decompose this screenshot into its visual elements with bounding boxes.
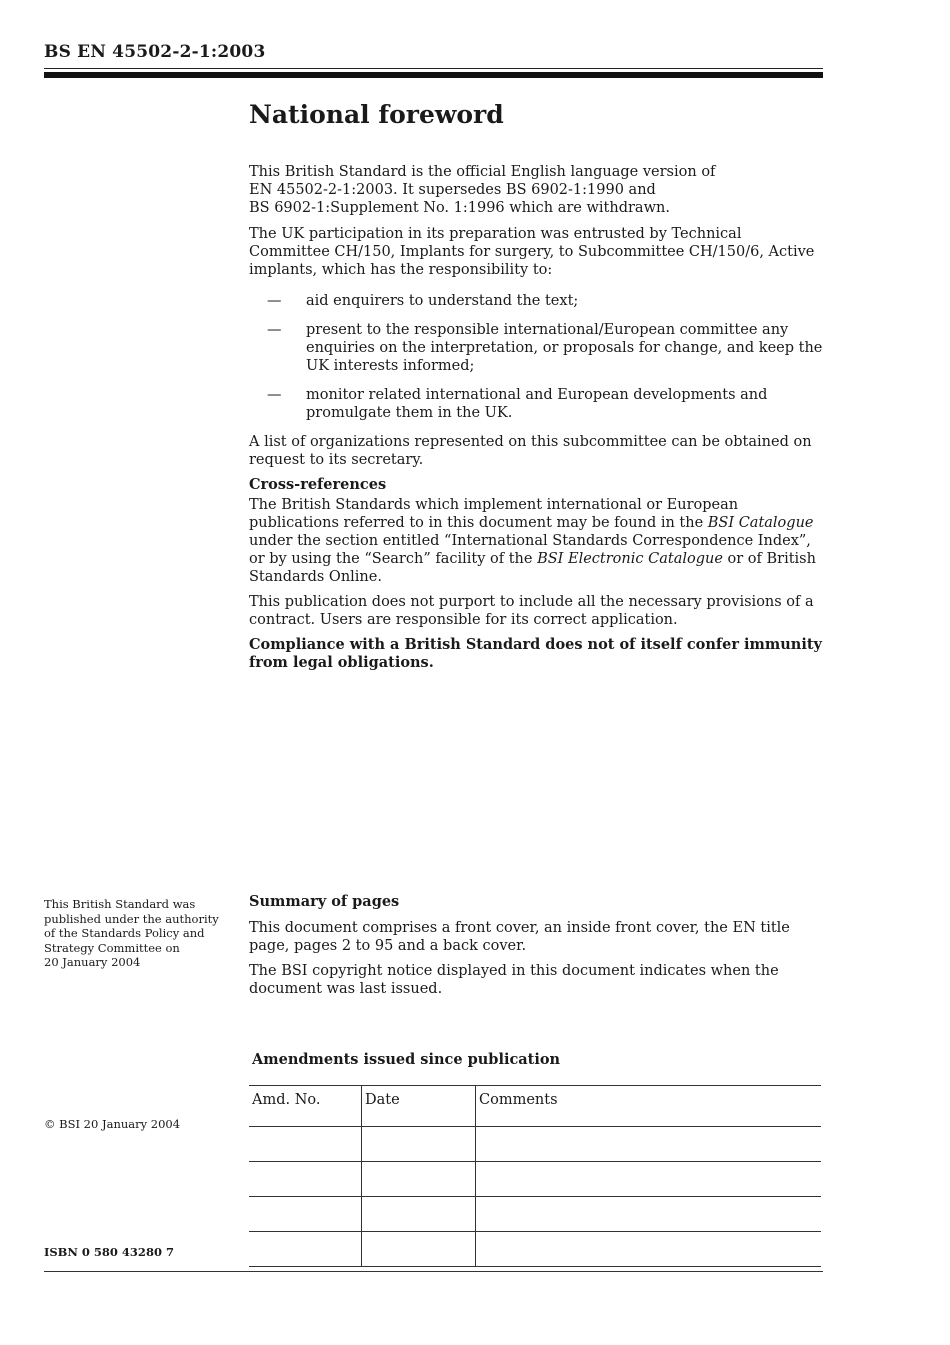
provisions-paragraph: This publication does not purport to include all the necessary provisions of a contract. Users are responsible for its correct application. [249, 594, 814, 628]
copyright-notice: © BSI 20 January 2004 [44, 1117, 181, 1131]
list-item [249, 321, 824, 375]
foreword-body [249, 163, 824, 679]
summary-heading: Summary of pages [249, 893, 400, 910]
bsi-catalogue-ref: BSI Catalogue [707, 515, 814, 531]
list-item [249, 292, 824, 310]
summary-paragraph: The BSI copyright notice displayed in this document indicates when the document was last issued. [249, 963, 779, 997]
table-row [249, 1127, 821, 1162]
footer-rule [44, 1271, 823, 1272]
responsibility-list [249, 292, 824, 422]
organizations-paragraph: A list of organizations represented on this subcommittee can be obtained on request to its secretary. [249, 434, 812, 468]
page-title: National foreword [249, 100, 504, 129]
cross-references-paragraph [249, 496, 824, 586]
summary-section [249, 893, 824, 1005]
dash-marker: — [267, 387, 282, 403]
table-cell [249, 1232, 362, 1267]
table-cell [249, 1197, 362, 1232]
table-row [249, 1197, 821, 1232]
bsi-electronic-catalogue-ref: BSI Electronic Catalogue [537, 551, 723, 567]
column-header: Amd. No. [249, 1086, 362, 1127]
table-cell [476, 1232, 822, 1267]
header-rule-thin [44, 68, 823, 69]
participation-paragraph: The UK participation in its preparation was entrusted by Technical Committee CH/150, Implants for surgery, to Subcommittee CH/150/6, Active implants, which has the responsibility to: [249, 226, 815, 278]
cross-ref-text: or of British Standards Online. [249, 551, 816, 585]
document-id: BS EN 45502-2-1:2003 [44, 42, 266, 62]
table-cell [362, 1197, 476, 1232]
column-header: Date [362, 1086, 476, 1127]
intro-line: BS 6902-1:Supplement No. 1:1996 which are withdrawn. [249, 200, 670, 216]
table-cell [476, 1197, 822, 1232]
amendments-table [249, 1085, 821, 1267]
compliance-notice: Compliance with a British Standard does not of itself confer immunity from legal obligations. [249, 636, 822, 671]
header-rule-thick [44, 72, 823, 78]
publication-note-line: 20 January 2004 [44, 955, 141, 969]
list-item-text: monitor related international and European developments and promulgate them in the UK. [306, 387, 768, 421]
table-cell [476, 1127, 822, 1162]
table-header-row [249, 1086, 821, 1127]
dash-marker: — [267, 322, 282, 338]
table-cell [362, 1162, 476, 1197]
table-cell [249, 1162, 362, 1197]
list-item-text: present to the responsible international/European committee any enquiries on the interpretation, or proposals for change, and keep the UK interests informed; [306, 322, 823, 374]
list-item [249, 386, 824, 422]
table-cell [362, 1127, 476, 1162]
publication-note [44, 897, 234, 970]
intro-line: EN 45502-2-1:2003. It supersedes BS 6902-1:1990 and [249, 182, 656, 198]
table-row [249, 1162, 821, 1197]
publication-note-line: Strategy Committee on [44, 940, 180, 955]
publication-note-line: This British Standard was [44, 897, 196, 911]
column-header: Comments [476, 1086, 822, 1127]
cross-ref-text: under the section entitled “International Standards Correspondence Index”, or by using the “Search” facility of the [249, 533, 811, 567]
summary-paragraph: This document comprises a front cover, an inside front cover, the EN title page, pages 2 to 95 and a back cover. [249, 920, 790, 954]
cross-references-heading: Cross-references [249, 476, 387, 493]
dash-marker: — [267, 293, 282, 309]
publication-note-line: of the Standards Policy and [44, 926, 205, 940]
isbn: ISBN 0 580 43280 7 [44, 1245, 174, 1259]
table-cell [249, 1127, 362, 1162]
amendments-title: Amendments issued since publication [252, 1051, 561, 1068]
publication-note-line: published under the authority [44, 911, 219, 926]
cross-ref-text: The British Standards which implement international or European publications referred to in this document may be found in the [249, 497, 739, 531]
intro-paragraph [249, 163, 824, 217]
table-cell [476, 1162, 822, 1197]
intro-line: This British Standard is the official English language version of [249, 164, 716, 180]
table-row [249, 1232, 821, 1267]
list-item-text: aid enquirers to understand the text; [306, 293, 579, 309]
table-cell [362, 1232, 476, 1267]
